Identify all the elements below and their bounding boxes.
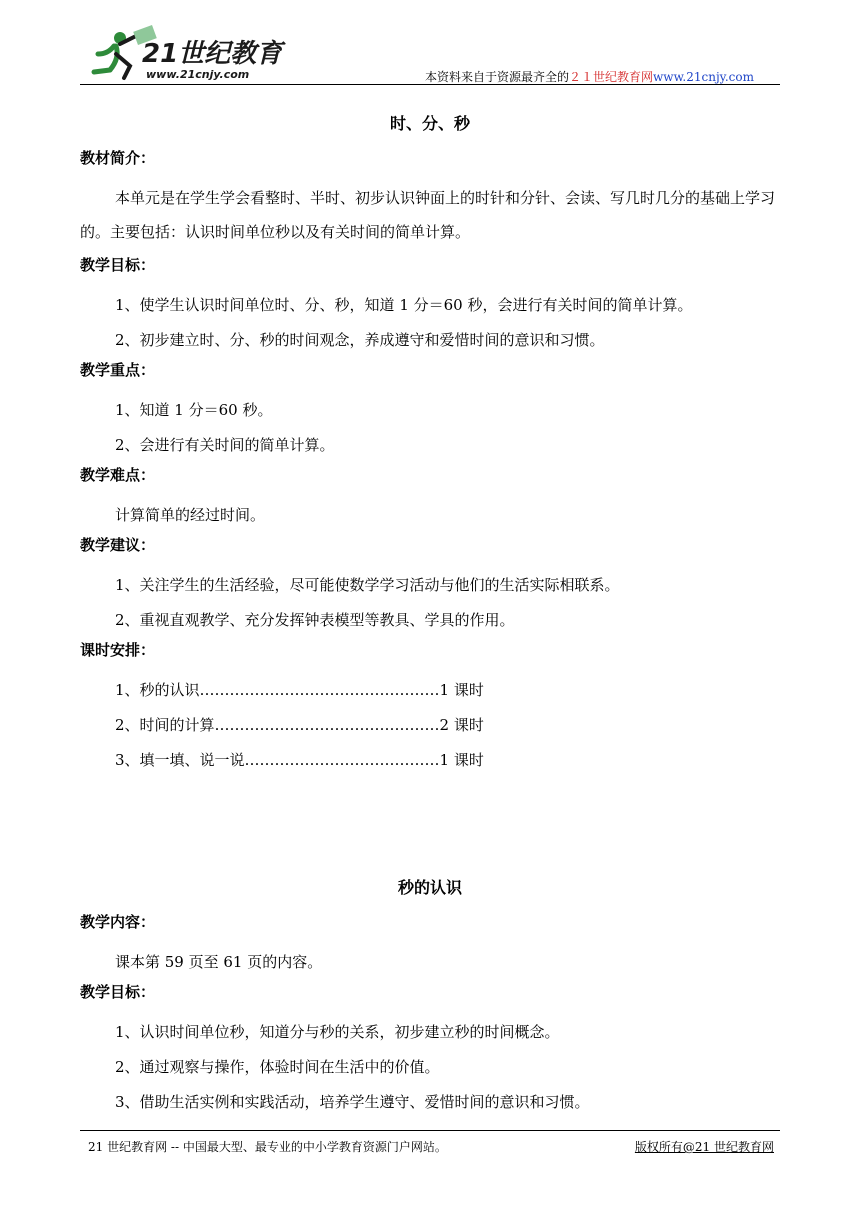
goal-item: 1、使学生认识时间单位时、分、秒，知道 1 分＝60 秒，会进行有关时间的简单计算。 [115,296,693,314]
document-body [80,112,780,1120]
schedule-heading: 课时安排： [80,641,156,659]
page-header [80,24,780,86]
schedule-row [80,673,780,708]
advice-heading: 教学建议： [80,536,156,554]
page-title: 时、分、秒 [389,114,470,133]
schedule-leader: ………………………………… [244,751,440,769]
difficult-points-heading: 教学难点： [80,466,156,484]
schedule-hours: 2 课时 [439,716,484,734]
lesson-goals-heading: 教学目标： [80,983,156,1001]
intro-paragraph: 本单元是在学生学会看整时、半时、初步认识钟面上的时针和分针、会读、写几时几分的基础上学习的。主要包括：认识时间单位秒以及有关时间的简单计算。 [80,189,776,241]
schedule-leader: ……………………………………… [214,716,440,734]
footer-tagline: 21 世纪教育网 -- 中国最大型、最专业的中小学教育资源门户网站。 [88,1140,447,1154]
schedule-hours: 1 课时 [439,681,484,699]
key-point-item: 2、会进行有关时间的简单计算。 [115,436,335,454]
footer-copyright-link[interactable]: 版权所有@21 世纪教育网 [634,1140,774,1154]
lesson-title: 秒的认识 [397,878,462,897]
lesson-content-text: 课本第 59 页至 61 页的内容。 [115,953,323,971]
intro-heading: 教材简介： [80,149,156,167]
header-source-note: 本资料来自于资源最齐全的２１世纪教育网www.21cnjy.com [425,70,754,84]
key-point-item: 1、知道 1 分＝60 秒。 [115,401,273,419]
goal-item: 2、初步建立时、分、秒的时间观念，养成遵守和爱惜时间的意识和习惯。 [115,331,605,349]
lesson-goal-item: 3、借助生活实例和实践活动，培养学生遵守、爱惜时间的意识和习惯。 [115,1093,590,1111]
logo-21cnjy [80,24,290,84]
key-points-heading: 教学重点： [80,361,156,379]
schedule-name: 2、时间的计算 [115,716,215,734]
schedule-hours: 1 课时 [439,751,484,769]
header-site-name: ２１世纪教育网 [569,70,654,84]
section-gap [80,778,780,876]
schedule-row [80,708,780,743]
goals-heading: 教学目标： [80,256,156,274]
lesson-goal-item: 2、通过观察与操作，体验时间在生活中的价值。 [115,1058,440,1076]
schedule-row [80,743,780,778]
logo-url: www.21cnjy.com [146,68,250,81]
difficult-point-item: 计算简单的经过时间。 [115,506,266,524]
schedule-leader: ………………………………………… [199,681,440,699]
schedule-name: 3、填一填、说一说 [115,751,245,769]
lesson-goal-item: 1、认识时间单位秒，知道分与秒的关系，初步建立秒的时间概念。 [115,1023,560,1041]
header-site-url[interactable]: www.21cnjy.com [653,70,754,84]
advice-item: 2、重视直观教学、充分发挥钟表模型等教具、学具的作用。 [115,611,515,629]
footer-divider [80,1130,780,1131]
lesson-content-heading: 教学内容： [80,913,156,931]
header-divider [80,84,780,85]
logo-text: 21世纪教育 [142,39,283,69]
schedule-name: 1、秒的认识 [115,681,200,699]
advice-item: 1、关注学生的生活经验，尽可能使数学学习活动与他们的生活实际相联系。 [115,576,620,594]
